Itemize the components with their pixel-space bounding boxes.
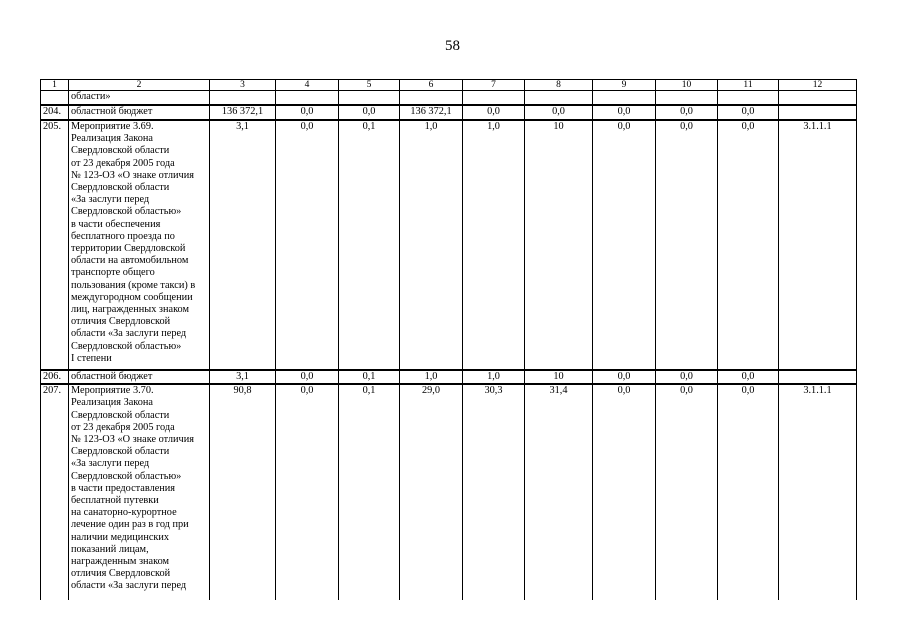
table-cell: 0,0 <box>593 120 656 370</box>
table-cell <box>276 91 339 106</box>
table-header-row <box>41 80 857 91</box>
table-cell <box>463 91 525 106</box>
table-cell <box>339 91 400 106</box>
table-row <box>41 91 857 106</box>
table-cell: 0,0 <box>276 370 339 384</box>
table-cell: 1,0 <box>400 370 463 384</box>
table-cell: 30,3 <box>463 384 525 600</box>
table-cell <box>656 91 718 106</box>
table-cell: 1,0 <box>463 370 525 384</box>
column-header: 5 <box>339 80 400 91</box>
table-cell: 10 <box>525 120 593 370</box>
column-header: 7 <box>463 80 525 91</box>
column-header: 11 <box>718 80 779 91</box>
table-cell: 0,0 <box>276 384 339 600</box>
table-row <box>41 105 857 120</box>
table-cell: 0,0 <box>339 105 400 120</box>
table-cell: 0,1 <box>339 384 400 600</box>
table-cell: 136 372,1 <box>400 105 463 120</box>
column-header: 4 <box>276 80 339 91</box>
column-header: 8 <box>525 80 593 91</box>
row-name: области» <box>69 91 210 106</box>
row-number <box>41 91 69 106</box>
row-name <box>69 384 210 600</box>
row-name <box>69 120 210 370</box>
table-cell: 3.1.1.1 <box>779 120 857 370</box>
page-number: 58 <box>445 38 460 54</box>
table-cell: 0,0 <box>656 120 718 370</box>
table-cell: 0,0 <box>276 120 339 370</box>
table-cell <box>210 91 276 106</box>
row-number: 207. <box>41 384 69 600</box>
row-name: областной бюджет <box>69 105 210 120</box>
table-cell: 0,0 <box>718 120 779 370</box>
row-number: 205. <box>41 120 69 370</box>
column-header: 3 <box>210 80 276 91</box>
column-header: 2 <box>69 80 210 91</box>
table-cell: 0,1 <box>339 370 400 384</box>
table-cell: 0,0 <box>718 105 779 120</box>
table-cell: 0,0 <box>276 105 339 120</box>
table-cell: 0,0 <box>593 370 656 384</box>
column-header: 9 <box>593 80 656 91</box>
table-row <box>41 384 857 600</box>
table-cell: 31,4 <box>525 384 593 600</box>
table-cell: 0,0 <box>656 384 718 600</box>
table-cell: 0,0 <box>593 384 656 600</box>
table-cell: 1,0 <box>463 120 525 370</box>
table-cell <box>400 91 463 106</box>
table-cell <box>525 91 593 106</box>
column-header: 1 <box>41 80 69 91</box>
table-cell: 0,1 <box>339 120 400 370</box>
row-number: 204. <box>41 105 69 120</box>
table-cell: 136 372,1 <box>210 105 276 120</box>
table-cell: 0,0 <box>593 105 656 120</box>
table-cell: 0,0 <box>718 384 779 600</box>
table-cell <box>779 91 857 106</box>
table-cell: 0,0 <box>656 105 718 120</box>
table-cell: 0,0 <box>656 370 718 384</box>
row-name-text: Мероприятие 3.69. Реализация Закона Свердловской области от 23 декабря 2005 года № 123-ОЗ «О знаке отличия Свердловской области «За заслуги перед Свердловской областью» в части обеспечения бесплатного проезда по территории Свердловской области на автомобильном транспорте общего пользования (кроме такси) в междугородном сообщении лиц, награжденных знаком отличия Свердловской области «За заслуги перед Свердловской областью» I степени <box>71 121 196 364</box>
budget-table <box>40 79 857 600</box>
column-header: 6 <box>400 80 463 91</box>
table-cell: 0,0 <box>463 105 525 120</box>
table-row <box>41 370 857 384</box>
table-cell: 0,0 <box>525 105 593 120</box>
table-cell: 3.1.1.1 <box>779 384 857 600</box>
row-name-text: Мероприятие 3.70. Реализация Закона Свердловской области от 23 декабря 2005 года № 123-ОЗ «О знаке отличия Свердловской области «За заслуги перед Свердловской областью» в части предоставления бесплатной путевки на санаторно-курортное лечение один раз в год при наличии медицинских показаний лицам, награжденным знаком отличия Свердловской области «За заслуги перед <box>71 385 194 592</box>
table-cell: 29,0 <box>400 384 463 600</box>
table-cell: 3,1 <box>210 120 276 370</box>
row-number: 206. <box>41 370 69 384</box>
column-header: 10 <box>656 80 718 91</box>
table-cell: 1,0 <box>400 120 463 370</box>
row-name: областной бюджет <box>69 370 210 384</box>
table-cell: 3,1 <box>210 370 276 384</box>
column-header: 12 <box>779 80 857 91</box>
table-cell <box>718 91 779 106</box>
table-row <box>41 120 857 370</box>
table-cell: 0,0 <box>718 370 779 384</box>
table-cell <box>779 105 857 120</box>
table-cell <box>779 370 857 384</box>
table-cell <box>593 91 656 106</box>
table-cell: 10 <box>525 370 593 384</box>
table-cell: 90,8 <box>210 384 276 600</box>
